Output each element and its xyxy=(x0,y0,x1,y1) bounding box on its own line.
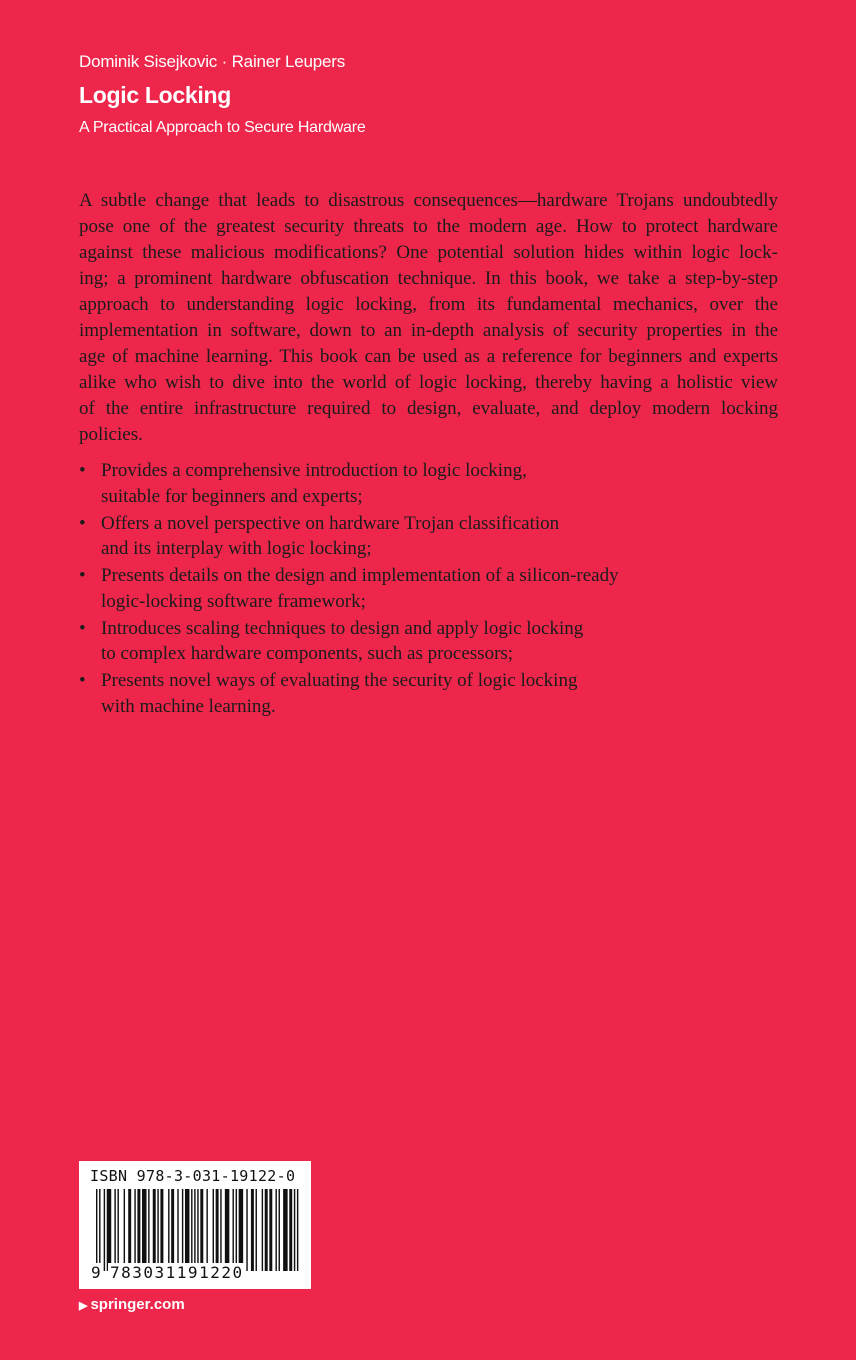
list-item xyxy=(79,511,729,562)
list-item-text: and its interplay with logic locking; xyxy=(101,538,372,559)
list-item xyxy=(79,458,729,509)
bullet-icon: • xyxy=(79,460,86,481)
list-item xyxy=(79,563,729,614)
list-item-text: Presents novel ways of evaluating the security of logic locking xyxy=(101,670,578,691)
publisher-link[interactable] xyxy=(79,1296,185,1313)
list-item-text: suitable for beginners and experts; xyxy=(101,485,363,507)
barcode-digit-string: 783031191220 xyxy=(110,1263,244,1282)
list-item-text: Introduces scaling techniques to design and apply logic locking xyxy=(101,617,584,639)
description-line: against these malicious modifications? One potential solution hides within logic lock- xyxy=(79,242,778,263)
description-line: policies. xyxy=(79,424,143,445)
list-item-text: Presents details on the design and implementation of a silicon-ready xyxy=(101,565,619,586)
description-line: approach to understanding logic locking, from its fundamental mechanics, over the xyxy=(79,294,778,315)
list-item xyxy=(79,616,729,667)
book-title: Logic Locking xyxy=(79,82,231,108)
arrow-right-icon: ▶ xyxy=(79,1300,88,1312)
bullet-icon: • xyxy=(79,617,86,639)
list-item-text: Offers a novel perspective on hardware Trojan classification xyxy=(101,512,560,534)
barcode-digits xyxy=(90,1258,302,1282)
bullet-icon: • xyxy=(79,670,86,691)
description-line: of the entire infrastructure required to design, evaluate, and deploy modern locking xyxy=(79,398,778,419)
bullet-icon: • xyxy=(79,565,86,586)
description-line: pose one of the greatest security threats to the modern age. How to protect hardware xyxy=(79,216,778,237)
list-item-text: to complex hardware components, such as processors; xyxy=(101,643,514,664)
publisher-url: springer.com xyxy=(90,1296,185,1313)
feature-list xyxy=(79,458,729,721)
description-line: ing; a prominent hardware obfuscation technique. In this book, we take a step-by-step xyxy=(79,268,778,289)
bullet-icon: • xyxy=(79,512,86,534)
isbn-barcode-box xyxy=(79,1161,311,1289)
description-line: A subtle change that leads to disastrous consequences—hardware Trojans undoubtedly xyxy=(79,190,778,211)
list-item-text: logic-locking software framework; xyxy=(101,590,366,612)
description-line: alike who wish to dive into the world of logic locking, thereby having a holistic view xyxy=(79,372,778,393)
description-line: age of machine learning. This book can be used as a reference for beginners and experts xyxy=(79,346,778,367)
list-item xyxy=(79,668,729,719)
list-item-text: with machine learning. xyxy=(101,695,276,717)
description-paragraph xyxy=(79,188,778,448)
book-subtitle: A Practical Approach to Secure Hardware xyxy=(79,119,366,136)
barcode-first-digit: 9 xyxy=(91,1263,101,1282)
list-item-text: Provides a comprehensive introduction to logic locking, xyxy=(101,460,527,481)
description-line: implementation in software, down to an in-depth analysis of security properties in the xyxy=(79,320,778,341)
isbn-label: ISBN 978-3-031-19122-0 xyxy=(90,1167,296,1185)
author-names: Dominik Sisejkovic · Rainer Leupers xyxy=(79,52,346,71)
